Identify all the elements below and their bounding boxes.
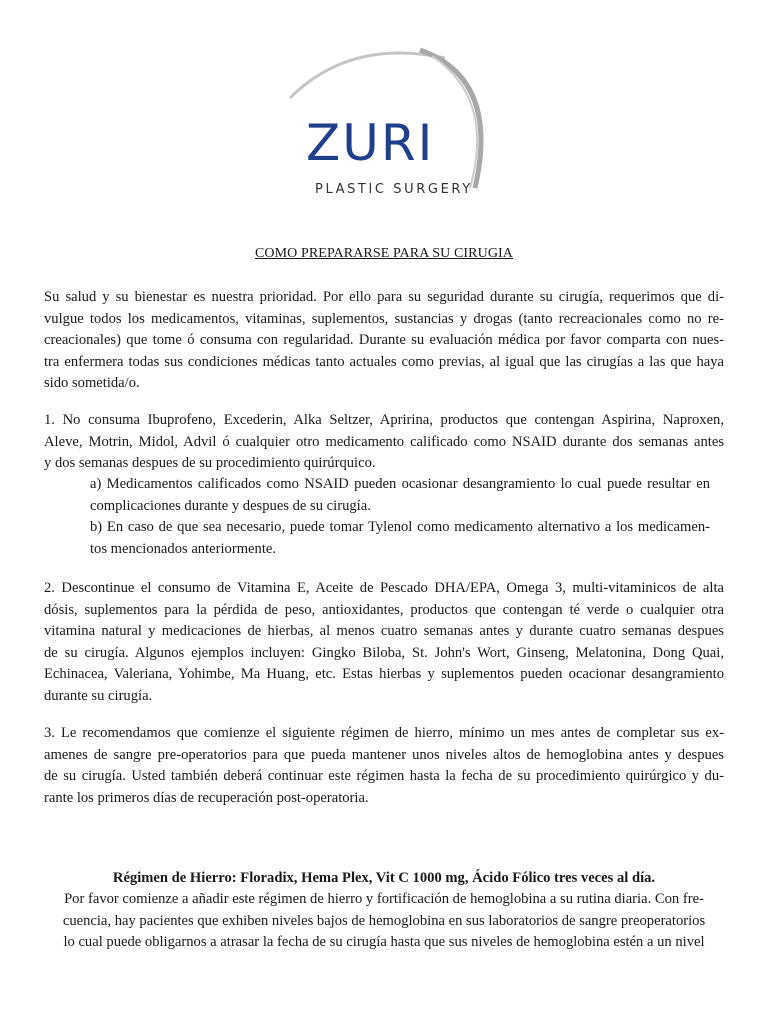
intro-line: creacionales) que tome ó consuma con regularidad. Durante su evaluación médica por favor comparta con nues- [44, 332, 724, 349]
subpoint-b-line: tos mencionados anteriormente. [90, 540, 277, 557]
intro-paragraph [44, 287, 724, 395]
intro-line: vulgue todos los medicamentos, vitaminas, suplementos, sustancias y drogas (tanto recreacionales como no re- [44, 310, 724, 327]
item-1-subpoints [90, 474, 710, 560]
item-2-line: durante su cirugía. [44, 687, 153, 704]
item-2-line: Echinacea, Valeriana, Yohimbe, Ma Huang, etc. Estas hierbas y suplementos pueden ocacionar desangramiento [44, 666, 724, 683]
item-2-line: de su cirugía. Algunos ejemplos incluyen: Gingko Biloba, St. John's Wort, Ginseng, Melatonina, Dong Quai, [44, 644, 724, 661]
iron-line: lo cual puede obligarnos a atrasar la fecha de su cirugía hasta que sus niveles de hemoglobina estén a un nivel [63, 934, 705, 951]
iron-line: cuencia, hay pacientes que exhiben niveles bajos de hemoglobina en sus laboratorios de sangre preoperatorios [62, 912, 706, 929]
subpoint-b-line: b) En caso de que sea necesario, puede tomar Tylenol como medicamento alternativo a los medicamen- [90, 519, 710, 536]
item-2-line: vitamina natural y medicaciones de hierbas, al menos cuatro semanas antes y durante cuatro semanas despues [44, 623, 724, 640]
intro-line: sido sometida/o. [44, 375, 140, 392]
iron-line: Por favor comienze a añadir este régimen de hierro y fortificación de hemoglobina a su rutina diaria. Con fre- [64, 891, 704, 907]
item-2-line: dósis, suplementos para la pérdida de peso, antioxidantes, productos que contengan té verde o cualquier otra [44, 601, 724, 618]
subpoint-a-line: a) Medicamentos calificados como NSAID pueden ocasionar desangramiento lo cual puede resultar en [90, 476, 710, 492]
item-1-line: 1. No consuma Ibuprofeno, Excederin, Alka Seltzer, Apririna, productos que contengan Aspirina, Naproxen, [44, 412, 724, 428]
iron-regimen-paragraph [44, 889, 724, 954]
item-3-line: de su cirugía. Usted también deberá continuar este régimen hasta la fecha de su procedimiento quirúrgico y du- [44, 768, 724, 785]
item-3-paragraph [44, 723, 724, 809]
item-3-line: 3. Le recomendamos que comienze el siguiente régimen de hierro, mínimo un mes antes de completar sus ex- [44, 725, 724, 741]
item-3-line: rante los primeros días de recuperación post-operatoria. [44, 789, 369, 806]
subpoint-a-line: complicaciones durante y despues de su cirugía. [90, 497, 371, 514]
logo-wordmark: ZURI [306, 114, 435, 172]
item-1-line: y dos semanas despues de su procedimiento quirúrquico. [44, 455, 376, 472]
item-2-paragraph [44, 578, 724, 708]
item-1-paragraph [44, 410, 724, 475]
zuri-logo [270, 38, 500, 203]
iron-regimen-title: Régimen de Hierro: Floradix, Hema Plex, Vit C 1000 mg, Ácido Fólico tres veces al día. [112, 870, 656, 886]
logo-tagline: PLASTIC SURGERY [315, 182, 473, 197]
item-3-line: amenes de sangre pre-operatorios para que pueda mantener unos niveles altos de hemoglobina antes y despues [44, 746, 724, 763]
item-2-line: 2. Descontinue el consumo de Vitamina E, Aceite de Pescado DHA/EPA, Omega 3, multi-vitaminicos de alta [44, 580, 724, 596]
item-1-line: Aleve, Motrin, Midol, Advil ó cualquier otro medicamento calificado como NSAID durante dos semanas antes [44, 433, 724, 450]
intro-line: tra enfermera todas sus condiciones médicas tanto actuales como previas, al igual que las cirugías a las que haya [44, 353, 724, 370]
intro-line: Su salud y su bienestar es nuestra prioridad. Por ello para su seguridad durante su cirugía, requerimos que di- [44, 289, 724, 305]
document-title: COMO PREPARARSE PARA SU CIRUGIA [254, 246, 514, 261]
